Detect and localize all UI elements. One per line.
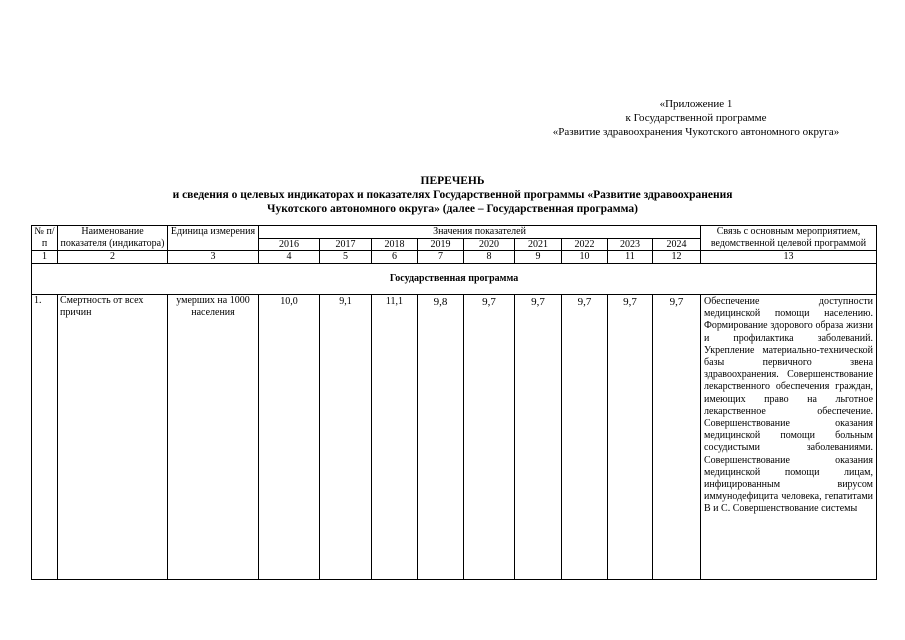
indicators-table bbox=[31, 225, 877, 580]
column-number: 10 bbox=[562, 251, 608, 264]
header-year: 2021 bbox=[515, 238, 562, 251]
title-line-1: ПЕРЕЧЕНЬ bbox=[420, 175, 485, 187]
header-year: 2018 bbox=[372, 238, 418, 251]
appendix-header bbox=[500, 97, 892, 139]
appendix-line-3: «Развитие здравоохранения Чукотского автономного округа» bbox=[552, 126, 840, 138]
document-title bbox=[30, 174, 875, 216]
section-title: Государственная программа bbox=[32, 264, 877, 295]
row-value: 10,0 bbox=[259, 295, 320, 580]
column-number: 8 bbox=[464, 251, 515, 264]
row-value: 9,7 bbox=[515, 295, 562, 580]
header-year: 2017 bbox=[320, 238, 372, 251]
column-number: 7 bbox=[418, 251, 464, 264]
column-number: 1 bbox=[32, 251, 58, 264]
row-unit: умерших на 1000 населения bbox=[168, 295, 259, 580]
header-year: 2022 bbox=[562, 238, 608, 251]
column-number: 5 bbox=[320, 251, 372, 264]
header-year: 2020 bbox=[464, 238, 515, 251]
title-line-3: Чукотского автономного округа» (далее – Государственная программа) bbox=[267, 203, 638, 215]
row-value: 9,7 bbox=[653, 295, 701, 580]
row-value: 9,7 bbox=[464, 295, 515, 580]
column-number: 13 bbox=[701, 251, 877, 264]
header-unit: Единица измерения bbox=[168, 226, 259, 251]
row-connection: Обеспечение доступности медицинской помощи населению. Формирование здорового образа жизни и профилактика заболеваний. Укрепление материально-технической базы первичного звена здравоохранения. Совершенствование лекарственного обеспечения граждан, имеющих право на льготное лекарственное обеспечение. Совершенствование оказания медицинской помощи больным сосудистыми заболеваниями. Совершенствование оказания медицинской помощи лицам, инфицированным вирусом иммунодефицита человека, гепатитами В и С. Совершенствование системы bbox=[701, 295, 877, 580]
column-number: 11 bbox=[608, 251, 653, 264]
row-value: 11,1 bbox=[372, 295, 418, 580]
header-year: 2019 bbox=[418, 238, 464, 251]
header-connection: Связь с основным мероприятием, ведомственной целевой программой bbox=[701, 226, 877, 251]
header-values: Значения показателей bbox=[259, 226, 701, 239]
header-name: Наименование показателя (индикатора) bbox=[58, 226, 168, 251]
column-number: 12 bbox=[653, 251, 701, 264]
column-number: 4 bbox=[259, 251, 320, 264]
appendix-line-1: «Приложение 1 bbox=[659, 98, 733, 110]
header-year: 2016 bbox=[259, 238, 320, 251]
row-value: 9,7 bbox=[562, 295, 608, 580]
title-line-2: и сведения о целевых индикаторах и показателях Государственной программы «Развитие здравоохранения bbox=[172, 189, 733, 201]
table-row bbox=[32, 295, 877, 580]
column-number: 3 bbox=[168, 251, 259, 264]
column-number: 6 bbox=[372, 251, 418, 264]
column-number: 9 bbox=[515, 251, 562, 264]
appendix-line-2: к Государственной программе bbox=[625, 112, 767, 124]
row-num: 1. bbox=[32, 295, 58, 580]
header-num: № п/п bbox=[32, 226, 58, 251]
row-indicator-name: Смертность от всех причин bbox=[58, 295, 168, 580]
header-year: 2023 bbox=[608, 238, 653, 251]
row-value: 9,8 bbox=[418, 295, 464, 580]
row-value: 9,1 bbox=[320, 295, 372, 580]
column-number: 2 bbox=[58, 251, 168, 264]
header-year: 2024 bbox=[653, 238, 701, 251]
row-value: 9,7 bbox=[608, 295, 653, 580]
